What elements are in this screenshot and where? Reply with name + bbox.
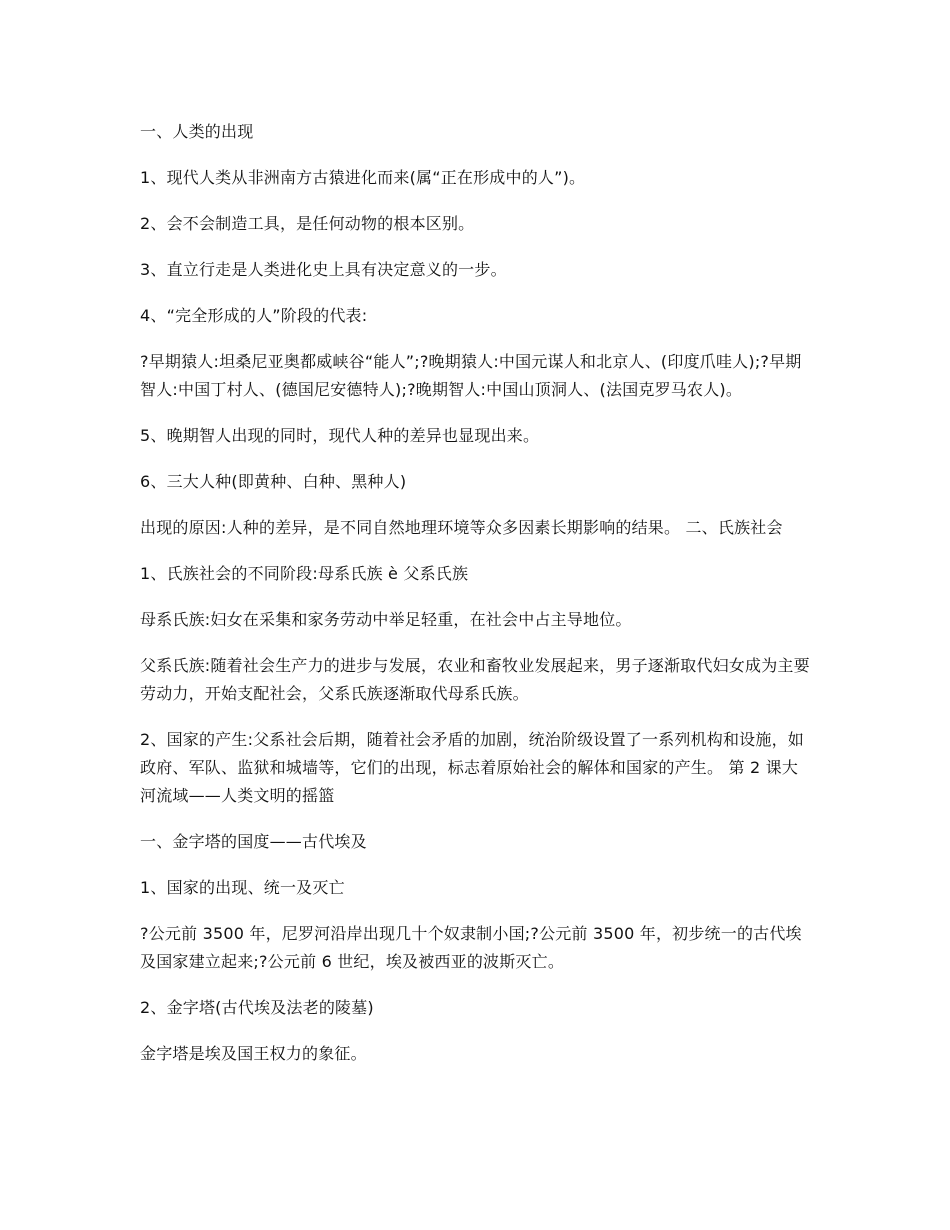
document-body (140, 118, 812, 1086)
paragraph: 1、氏族社会的不同阶段:母系氏族 è 父系氏族 (140, 564, 469, 583)
paragraph: 母系氏族:妇女在采集和家务劳动中举足轻重，在社会中占主导地位。 (140, 610, 632, 629)
paragraph: 金字塔是埃及国王权力的象征。 (140, 1044, 367, 1063)
paragraph: ?公元前 3500 年，尼罗河沿岸出现几十个奴隶制小国;?公元前 3500 年，初步统一的古代埃及国家建立起来;?公元前 6 世纪，埃及被西亚的波斯灭亡。 (140, 924, 802, 971)
paragraph: 3、直立行走是人类进化史上具有决定意义的一步。 (140, 260, 507, 279)
section-heading-egypt: 一、金字塔的国度——古代埃及 (140, 832, 367, 851)
paragraph: 父系氏族:随着社会生产力的进步与发展，农业和畜牧业发展起来，男子逐渐取代妇女成为主要劳动力，开始支配社会，父系氏族逐渐取代母系氏族。 (140, 656, 810, 703)
paragraph: 4、“完全形成的人”阶段的代表: (140, 306, 368, 325)
paragraph: 1、现代人类从非洲南方古猿进化而来(属“正在形成中的人”)。 (140, 168, 586, 187)
paragraph: 5、晚期智人出现的同时，现代人种的差异也显现出来。 (140, 426, 540, 445)
paragraph: 1、国家的出现、统一及灭亡 (140, 878, 345, 897)
paragraph: ?早期猿人:坦桑尼亚奥都威峡谷“能人”;?晚期猿人:中国元谋人和北京人、(印度爪哇人);?早期智人:中国丁村人、(德国尼安德特人);?晚期智人:中国山顶洞人、(法国克罗马农人)。 (140, 352, 802, 399)
paragraph: 6、三大人种(即黄种、白种、黑种人) (140, 472, 407, 491)
paragraph: 2、金字塔(古代埃及法老的陵墓) (140, 998, 374, 1017)
paragraph: 2、会不会制造工具，是任何动物的根本区别。 (140, 214, 475, 233)
paragraph: 2、国家的产生:父系社会后期，随着社会矛盾的加剧，统治阶级设置了一系列机构和设施，如政府、军队、监狱和城墙等，它们的出现，标志着原始社会的解体和国家的产生。 第 2 课大河流域——人类文明的摇篮 (140, 730, 804, 805)
paragraph: 出现的原因:人种的差异，是不同自然地理环境等众多因素长期影响的结果。 二、氏族社会 (140, 518, 783, 537)
section-heading-human-origin: 一、人类的出现 (140, 122, 254, 141)
